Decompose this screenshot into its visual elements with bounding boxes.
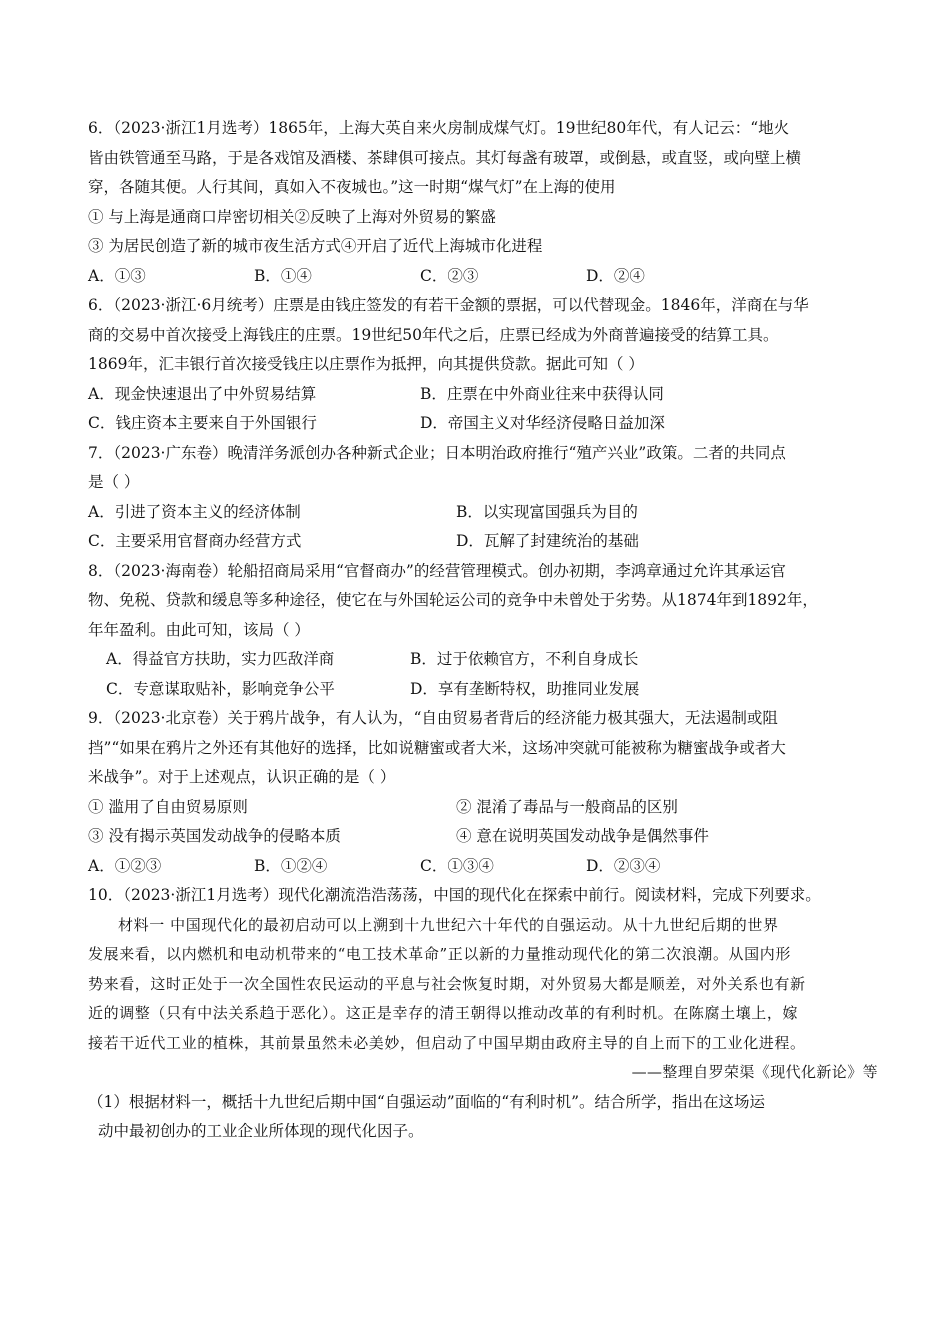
options-row <box>88 675 878 705</box>
material-line: 材料一 中国现代化的最初启动可以上溯到十九世纪六十年代的自强运动。从十九世纪后期的世界 <box>118 915 779 934</box>
option-c: C．主要采用官督商办经营方式 <box>88 532 302 550</box>
options-row <box>88 262 878 292</box>
question-6a <box>88 114 878 291</box>
options-row <box>88 852 878 882</box>
question-7 <box>88 439 878 557</box>
question-text: 6．（2023·浙江·6月统考）庄票是由钱庄签发的有若干金额的票据，可以代替现金。1846年，洋商在与华 <box>88 296 809 314</box>
question-text: 8．（2023·海南卷）轮船招商局采用“官督商办”的经营管理模式。创办初期，李鸿章通过允许其承运官 <box>88 561 786 580</box>
question-text: 米战争”。对于上述观点，认识正确的是（ ） <box>88 768 396 786</box>
material-passage <box>88 911 878 1059</box>
statement: ③ 为居民创造了新的城市夜生活方式④开启了近代上海城市化进程 <box>88 237 543 255</box>
question-text: 是（ ） <box>88 473 140 491</box>
option-a: A．引进了资本主义的经济体制 <box>88 502 301 521</box>
option-b: B．①④ <box>254 266 312 285</box>
sub-question-line: （1）根据材料一，概括十九世纪后期中国“自强运动”面临的“有利时机”。结合所学，指出在这场运 <box>88 1092 766 1111</box>
option-b: B．以实现富国强兵为目的 <box>456 502 638 521</box>
exam-page <box>88 114 878 1147</box>
option-c: C．钱庄资本主要来自于外国银行 <box>88 414 317 432</box>
option-b: B．过于依赖官方，不利自身成长 <box>410 650 639 668</box>
question-text: 物、免税、贷款和缓息等多种途径，使它在与外国轮运公司的竞争中未曾处于劣势。从1874年到1892年， <box>88 591 818 609</box>
question-8 <box>88 557 878 705</box>
question-10 <box>88 881 878 1147</box>
statement: ③ 没有揭示英国发动战争的侵略本质 <box>88 827 341 845</box>
option-d: D．帝国主义对华经济侵略日益加深 <box>420 414 665 432</box>
options-row <box>88 409 878 439</box>
material-line: 接若干近代工业的植株，其前景虽然未必美妙，但启动了中国早期由政府主导的自上而下的工业化进程。 <box>88 1033 806 1052</box>
question-text: 1869年，汇丰银行首次接受钱庄以庄票作为抵押，向其提供贷款。据此可知（ ） <box>88 355 644 373</box>
statements-row <box>88 793 878 823</box>
material-line: 近的调整（只有中法关系趋于恶化）。这正是幸存的清王朝得以推动改革的有利时机。在陈腐土壤上，嫁 <box>88 1004 799 1022</box>
question-text: 挡”“如果在鸦片之外还有其他好的选择，比如说糖蜜或者大米，这场冲突就可能被称为糖蜜战争或者大 <box>88 738 786 757</box>
question-text: 穿，各随其便。人行其间，真如入不夜城也。”这一时期“煤气灯”在上海的使用 <box>88 178 616 196</box>
options-row <box>88 527 878 557</box>
material-source: ——整理自罗荣渠《现代化新论》等 <box>631 1063 878 1081</box>
statement: ④ 意在说明英国发动战争是偶然事件 <box>456 827 709 845</box>
option-a: A．①③ <box>88 266 146 285</box>
question-text: 年年盈利。由此可知，该局（ ） <box>88 620 310 639</box>
question-text: 7．（2023·广东卷）晚清洋务派创办各种新式企业；日本明治政府推行“殖产兴业”政策。二者的共同点 <box>88 443 786 462</box>
question-text: 6．（2023·浙江1月选考）1865年，上海大英自来火房制成煤气灯。19世纪80年代，有人记云：“地火 <box>88 119 790 137</box>
question-text: 商的交易中首次接受上海钱庄的庄票。19世纪50年代之后，庄票已经成为外商普遍接受的结算工具。 <box>88 325 779 344</box>
statements-row <box>88 822 878 852</box>
option-c: C．专意谋取贴补，影响竞争公平 <box>106 679 335 698</box>
option-a: A．①②③ <box>88 856 162 875</box>
option-c: C．①③④ <box>420 856 494 875</box>
statement: ① 与上海是通商口岸密切相关②反映了上海对外贸易的繁盛 <box>88 207 496 226</box>
option-a: A．得益官方扶助，实力匹敌洋商 <box>106 650 335 668</box>
statement: ② 混淆了毒品与一般商品的区别 <box>456 797 678 816</box>
statement: ① 滥用了自由贸易原则 <box>88 797 248 816</box>
option-c: C．②③ <box>420 266 479 285</box>
options-row <box>88 498 878 528</box>
option-d: D．②③④ <box>586 856 661 875</box>
question-text: 10．（2023·浙江1月选考）现代化潮流浩浩荡荡，中国的现代化在探索中前行。阅读材料，完成下列要求。 <box>88 886 821 904</box>
sub-question-line: 动中最初创办的工业企业所体现的现代化因子。 <box>98 1122 424 1140</box>
material-line: 势来看，这时正处于一次全国性农民运动的平息与社会恢复时期，对外贸易大都是顺差，对外关系也有新 <box>88 974 806 993</box>
question-text: 皆由铁管通至马路，于是各戏馆及酒楼、茶肆俱可接点。其灯每盏有玻罩，或倒悬，或直竖，或向壁上横 <box>88 148 802 167</box>
option-d: D．②④ <box>586 266 645 285</box>
question-9 <box>88 704 878 881</box>
question-6b <box>88 291 878 439</box>
sub-question-1 <box>88 1088 878 1147</box>
material-line: 发展来看，以内燃机和电动机带来的“电工技术革命”正以新的力量推动现代化的第二次浪潮。从国内形 <box>88 945 791 963</box>
options-row <box>88 380 878 410</box>
option-d: D．享有垄断特权，助推同业发展 <box>410 679 640 698</box>
question-text: 9．（2023·北京卷）关于鸦片战争，有人认为，“自由贸易者背后的经济能力极其强大，无法遏制或阻 <box>88 709 778 727</box>
option-b: B．①②④ <box>254 856 328 875</box>
option-b: B．庄票在中外商业往来中获得认同 <box>420 384 664 403</box>
option-a: A．现金快速退出了中外贸易结算 <box>88 384 317 403</box>
options-row <box>88 645 878 675</box>
option-d: D．瓦解了封建统治的基础 <box>456 532 639 550</box>
